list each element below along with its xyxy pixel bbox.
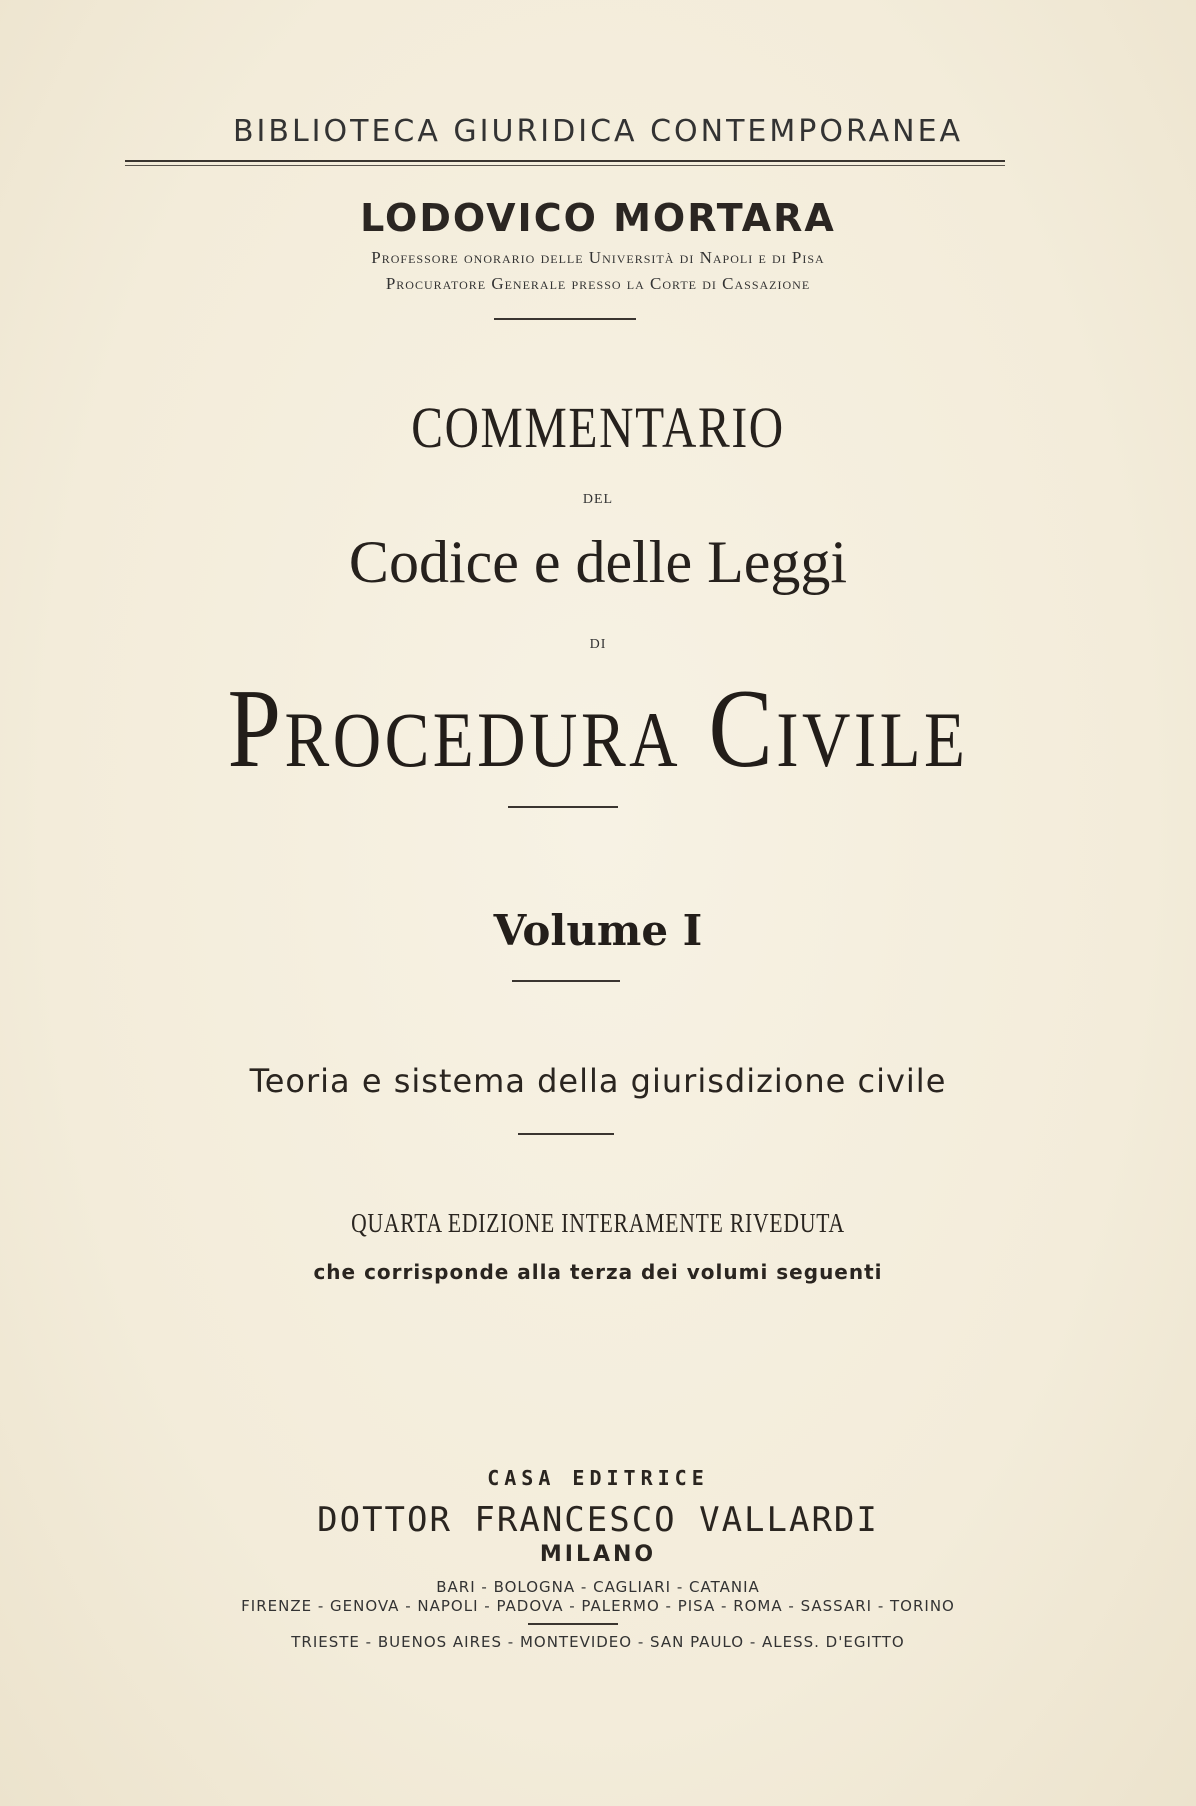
subtitle-divider <box>518 1133 614 1135</box>
edition-note: che corrisponde alla terza dei volumi seguenti <box>313 1260 883 1284</box>
author-title-2: Procuratore Generale presso la Corte di Cassazione <box>385 274 811 293</box>
work-connector-di: DI <box>589 637 607 652</box>
work-connector-del: DEL <box>582 492 614 507</box>
publisher-house-label: CASA EDITRICE <box>487 1466 709 1490</box>
author-title-1: Professore onorario delle Università di Napoli e di Pisa <box>371 248 825 267</box>
publisher-branches-1: BARI - BOLOGNA - CAGLIARI - CATANIA <box>436 1578 760 1596</box>
branches-divider <box>528 1623 618 1625</box>
series-divider-thin <box>125 165 1005 166</box>
author-name: LODOVICO MORTARA <box>360 196 836 240</box>
title-divider <box>508 806 618 808</box>
edition-label: QUARTA EDIZIONE INTERAMENTE RIVEDUTA <box>351 1208 845 1238</box>
volume-subtitle: Teoria e sistema della giurisdizione civile <box>249 1062 947 1100</box>
publisher-city: MILANO <box>539 1542 657 1567</box>
volume-label: Volume I <box>493 906 703 955</box>
publisher-name: DOTTOR FRANCESCO VALLARDI <box>317 1500 879 1540</box>
publisher-branches-3: TRIESTE - BUENOS AIRES - MONTEVIDEO - SAN PAULO - ALESS. D'EGITTO <box>291 1633 905 1651</box>
work-title-main: Procedura Civile <box>227 667 969 791</box>
work-title-line2: Codice e delle Leggi <box>348 529 848 595</box>
series-divider <box>125 160 1005 162</box>
publisher-branches-2: FIRENZE - GENOVA - NAPOLI - PADOVA - PALERMO - PISA - ROMA - SASSARI - TORINO <box>241 1597 955 1615</box>
work-title-line1: COMMENTARIO <box>411 395 785 460</box>
volume-divider <box>512 980 620 982</box>
series-title: BIBLIOTECA GIURIDICA CONTEMPORANEA <box>232 114 964 149</box>
author-divider <box>494 318 636 320</box>
